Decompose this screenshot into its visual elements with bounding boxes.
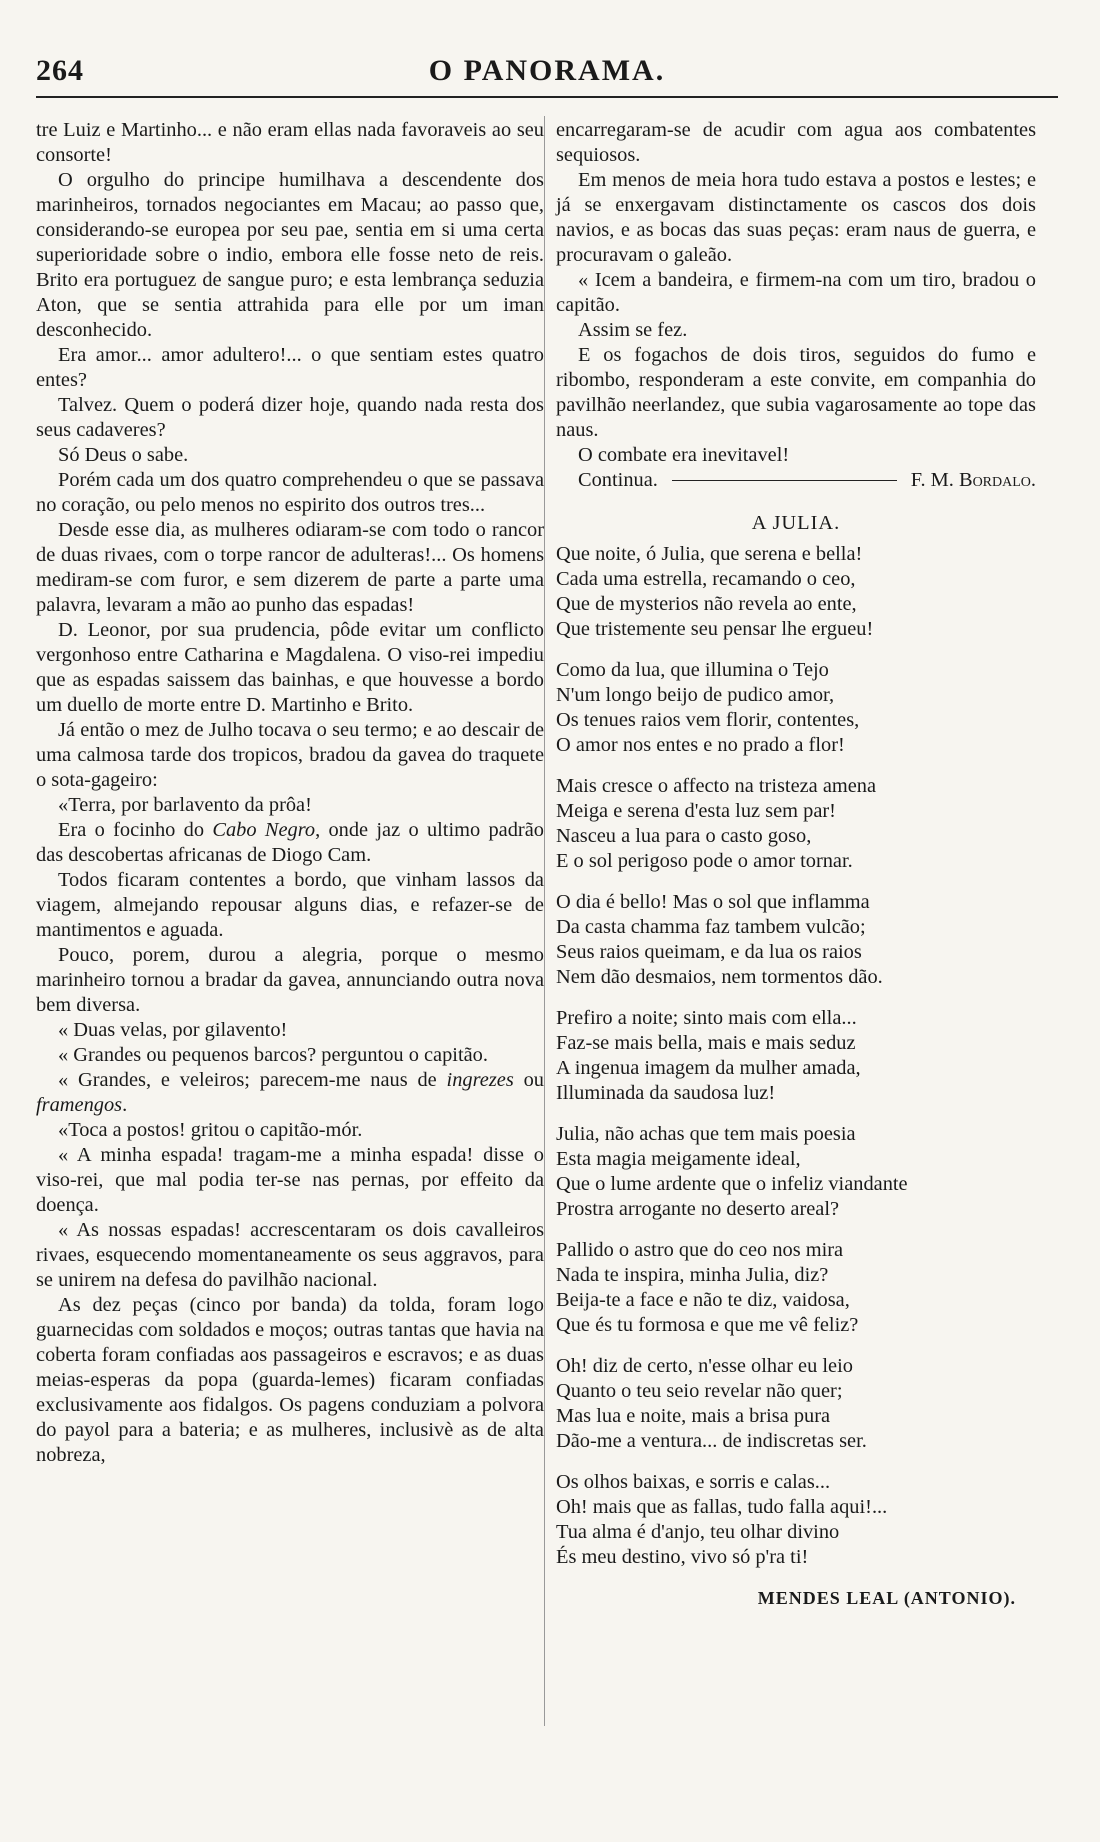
story-paragraph: «Toca a postos! gritou o capitão-mór. — [58, 1119, 363, 1141]
story-author: F. M. Bordalo. — [910, 469, 1036, 491]
story-paragraph: «Terra, por barlavento da prôa! — [58, 794, 312, 816]
story-signoff — [556, 468, 1036, 493]
poem-line: Esta magia meigamente ideal, — [556, 1148, 801, 1170]
page-header — [36, 50, 1058, 98]
poem-line: Que noite, ó Julia, que serena e bella! — [556, 543, 863, 565]
story-paragraph: tre Luiz e Martinho... e não eram ellas nada favoraveis ao seu consorte! — [36, 119, 544, 166]
poem-line: Cada uma estrella, recamando o ceo, — [556, 568, 856, 590]
story-paragraph: « Grandes ou pequenos barcos? perguntou o capitão. — [58, 1044, 488, 1066]
poem-line: A ingenua imagem da mulher amada, — [556, 1057, 861, 1079]
story-paragraph: O combate era inevitavel! — [578, 444, 790, 466]
poem-line: Nem dão desmaios, nem tormentos dão. — [556, 966, 883, 988]
story-paragraph: encarregaram-se de acudir com agua aos combatentes sequiosos. — [556, 119, 1036, 166]
story-paragraph: « Duas velas, por gilavento! — [58, 1019, 288, 1041]
poem-line: Seus raios queimam, e da lua os raios — [556, 941, 862, 963]
poem-line: Da casta chamma faz tambem vulcão; — [556, 916, 866, 938]
poem-line: E o sol perigoso pode o amor tornar. — [556, 850, 853, 872]
column-divider — [544, 116, 545, 1726]
poem-stanza — [556, 1006, 1036, 1106]
poem-line: Julia, não achas que tem mais poesia — [556, 1123, 856, 1145]
poem-line: Mais cresce o affecto na tristeza amena — [556, 775, 877, 797]
poem-line: N'um longo beijo de pudico amor, — [556, 684, 835, 706]
poem-line: Que o lume ardente que o infeliz viandante — [556, 1173, 908, 1195]
story-column-right — [556, 118, 1036, 1611]
continua-label: Continua. — [578, 469, 658, 491]
story-paragraph: « Icem a bandeira, e firmem-na com um tiro, bradou o capitão. — [556, 269, 1036, 316]
poem-stanza — [556, 1470, 1036, 1570]
story-paragraph: « As nossas espadas! accrescentaram os dois cavalleiros rivaes, esquecendo momentaneamente os seus aggravos, para se unirem na defesa do pavilhão nacional. — [36, 1219, 544, 1291]
text-fragment: « Grandes, e veleiros; parecem-me naus de — [58, 1069, 437, 1091]
poem-line: Oh! mais que as fallas, tudo falla aqui!... — [556, 1496, 888, 1518]
story-column-left — [36, 118, 544, 1468]
story-paragraph: Só Deus o sabe. — [58, 444, 189, 466]
poem-stanza — [556, 658, 1036, 758]
poem-line: Prefiro a noite; sinto mais com ella... — [556, 1007, 857, 1029]
poem-line: Mas lua e noite, mais a brisa pura — [556, 1405, 831, 1427]
story-paragraph: E os fogachos de dois tiros, seguidos do fumo e ribombo, responderam a este convite, em companhia do pavilhão neerlandez, que subia vagarosamente ao tope das naus. — [556, 344, 1036, 441]
poem-stanza — [556, 774, 1036, 874]
journal-title: O PANORAMA. — [428, 54, 666, 87]
poem-line: Meiga e serena d'esta luz sem par! — [556, 800, 836, 822]
text-fragment: , onde jaz o ultimo padrão das descobertas africanas de Diogo Cam. — [36, 819, 544, 866]
story-paragraph: O orgulho do principe humilhava a descendente dos marinheiros, tornados negociantes em Macau; ao passo que, considerando-se europea por seu pae, sentia em si uma certa superioridade sobre o indio, embora elle fosse neto de reis. Brito era portuguez de sangue puro; e esta lembrança seduzia Aton, que se sentia attrahida para elle por um iman desconhecido. — [36, 169, 544, 341]
signoff-rule — [672, 480, 897, 481]
poem-line: Illuminada da saudosa luz! — [556, 1082, 776, 1104]
poem-signature: MENDES LEAL (ANTONIO). — [757, 1588, 1016, 1608]
poem-line: Os tenues raios vem florir, contentes, — [556, 709, 860, 731]
story-paragraph: Desde esse dia, as mulheres odiaram-se com todo o rancor de duas rivaes, com o torpe rancor de adulteras!... Os homens mediram-se com furor, e sem dizerem de parte a parte uma palavra, levaram a mão ao punho das espadas! — [36, 519, 544, 616]
italic-word: ingrezes — [446, 1069, 514, 1091]
poem-title: A JULIA. — [751, 512, 841, 534]
story-paragraph — [36, 1068, 544, 1118]
poem-line: És meu destino, vivo só p'ra ti! — [556, 1546, 809, 1568]
story-paragraph: D. Leonor, por sua prudencia, pôde evitar um conflicto vergonhoso entre Catharina e Magdalena. O viso-rei impediu que as espadas saissem das bainhas, e que houvesse a bordo um duello de morte entre D. Martinho e Brito. — [36, 619, 544, 716]
poem-line: Os olhos baixas, e sorris e calas... — [556, 1471, 831, 1493]
story-paragraph: Talvez. Quem o poderá dizer hoje, quando nada resta dos seus cadaveres? — [36, 394, 544, 441]
story-paragraph: Pouco, porem, durou a alegria, porque o mesmo marinheiro tornou a bradar da gavea, annunciando outra nova bem diversa. — [36, 944, 544, 1016]
poem-line: Que de mysterios não revela ao ente, — [556, 593, 857, 615]
poem-line: Nasceu a lua para o casto goso, — [556, 825, 812, 847]
story-paragraph: Já então o mez de Julho tocava o seu termo; e ao descair de uma calmosa tarde dos tropicos, bradou da gavea do traquete o sota-gageiro: — [36, 719, 544, 791]
poem-line: Quanto o teu seio revelar não quer; — [556, 1380, 843, 1402]
poem-line: Faz-se mais bella, mais e mais seduz — [556, 1032, 856, 1054]
story-paragraph: Porém cada um dos quatro comprehendeu o que se passava no coração, ou pelo menos no espirito dos outros tres... — [36, 469, 544, 516]
poem-stanza — [556, 542, 1036, 642]
story-paragraph: Em menos de meia hora tudo estava a postos e lestes; e já se enxergavam distinctamente os cascos dos dois navios, e as bocas das suas peças: eram naus de guerra, e procuravam o galeão. — [556, 169, 1036, 266]
page-number: 264 — [36, 54, 84, 87]
place-name: Cabo Negro — [212, 819, 316, 841]
poem-line: Tua alma é d'anjo, teu olhar divino — [556, 1521, 840, 1543]
text-fragment: Era o focinho do — [58, 819, 205, 841]
story-paragraph: Todos ficaram contentes a bordo, que vinham lassos da viagem, almejando repousar alguns dias, e refazer-se de mantimentos e aguada. — [36, 869, 544, 941]
poem-line: Que tristemente seu pensar lhe ergueu! — [556, 618, 874, 640]
story-paragraph: Era amor... amor adultero!... o que sentiam estes quatro entes? — [36, 344, 544, 391]
poem-line: O amor nos entes e no prado a flor! — [556, 734, 845, 756]
poem-stanza — [556, 890, 1036, 990]
poem-line: Nada te inspira, minha Julia, diz? — [556, 1264, 829, 1286]
poem-stanza — [556, 1354, 1036, 1454]
poem-stanza — [556, 1238, 1036, 1338]
poem-line: Dão-me a ventura... de indiscretas ser. — [556, 1430, 867, 1452]
poem-body — [556, 542, 1036, 1570]
poem-line: O dia é bello! Mas o sol que inflamma — [556, 891, 870, 913]
poem-line: Pallido o astro que do ceo nos mira — [556, 1239, 844, 1261]
poem-line: Oh! diz de certo, n'esse olhar eu leio — [556, 1355, 853, 1377]
text-fragment: . — [122, 1094, 128, 1116]
story-paragraph: « A minha espada! tragam-me a minha espada! disse o viso-rei, que mal podia ter-se nas pernas, por effeito da doença. — [36, 1144, 544, 1216]
text-fragment: ou — [513, 1069, 544, 1091]
italic-word: framengos — [36, 1094, 123, 1116]
poem-line: Beija-te a face e não te diz, vaidosa, — [556, 1289, 850, 1311]
story-paragraph — [36, 818, 544, 868]
story-paragraph: Assim se fez. — [578, 319, 688, 341]
poem-line: Prostra arrogante no deserto areal? — [556, 1198, 840, 1220]
story-paragraph: As dez peças (cinco por banda) da tolda, foram logo guarnecidas com soldados e moços; outras tantas que havia na coberta foram confiadas aos passageiros e escravos; e as duas meias-esperas da popa (guarda-lemes) ficaram confiadas exclusivamente aos fidalgos. Os pagens conduziam a polvora do payol para a bateria; e as mulheres, inclusivè as de alta nobreza, — [36, 1294, 544, 1466]
poem-line: Que és tu formosa e que me vê feliz? — [556, 1314, 859, 1336]
poem-stanza — [556, 1122, 1036, 1222]
poem-line: Como da lua, que illumina o Tejo — [556, 659, 829, 681]
